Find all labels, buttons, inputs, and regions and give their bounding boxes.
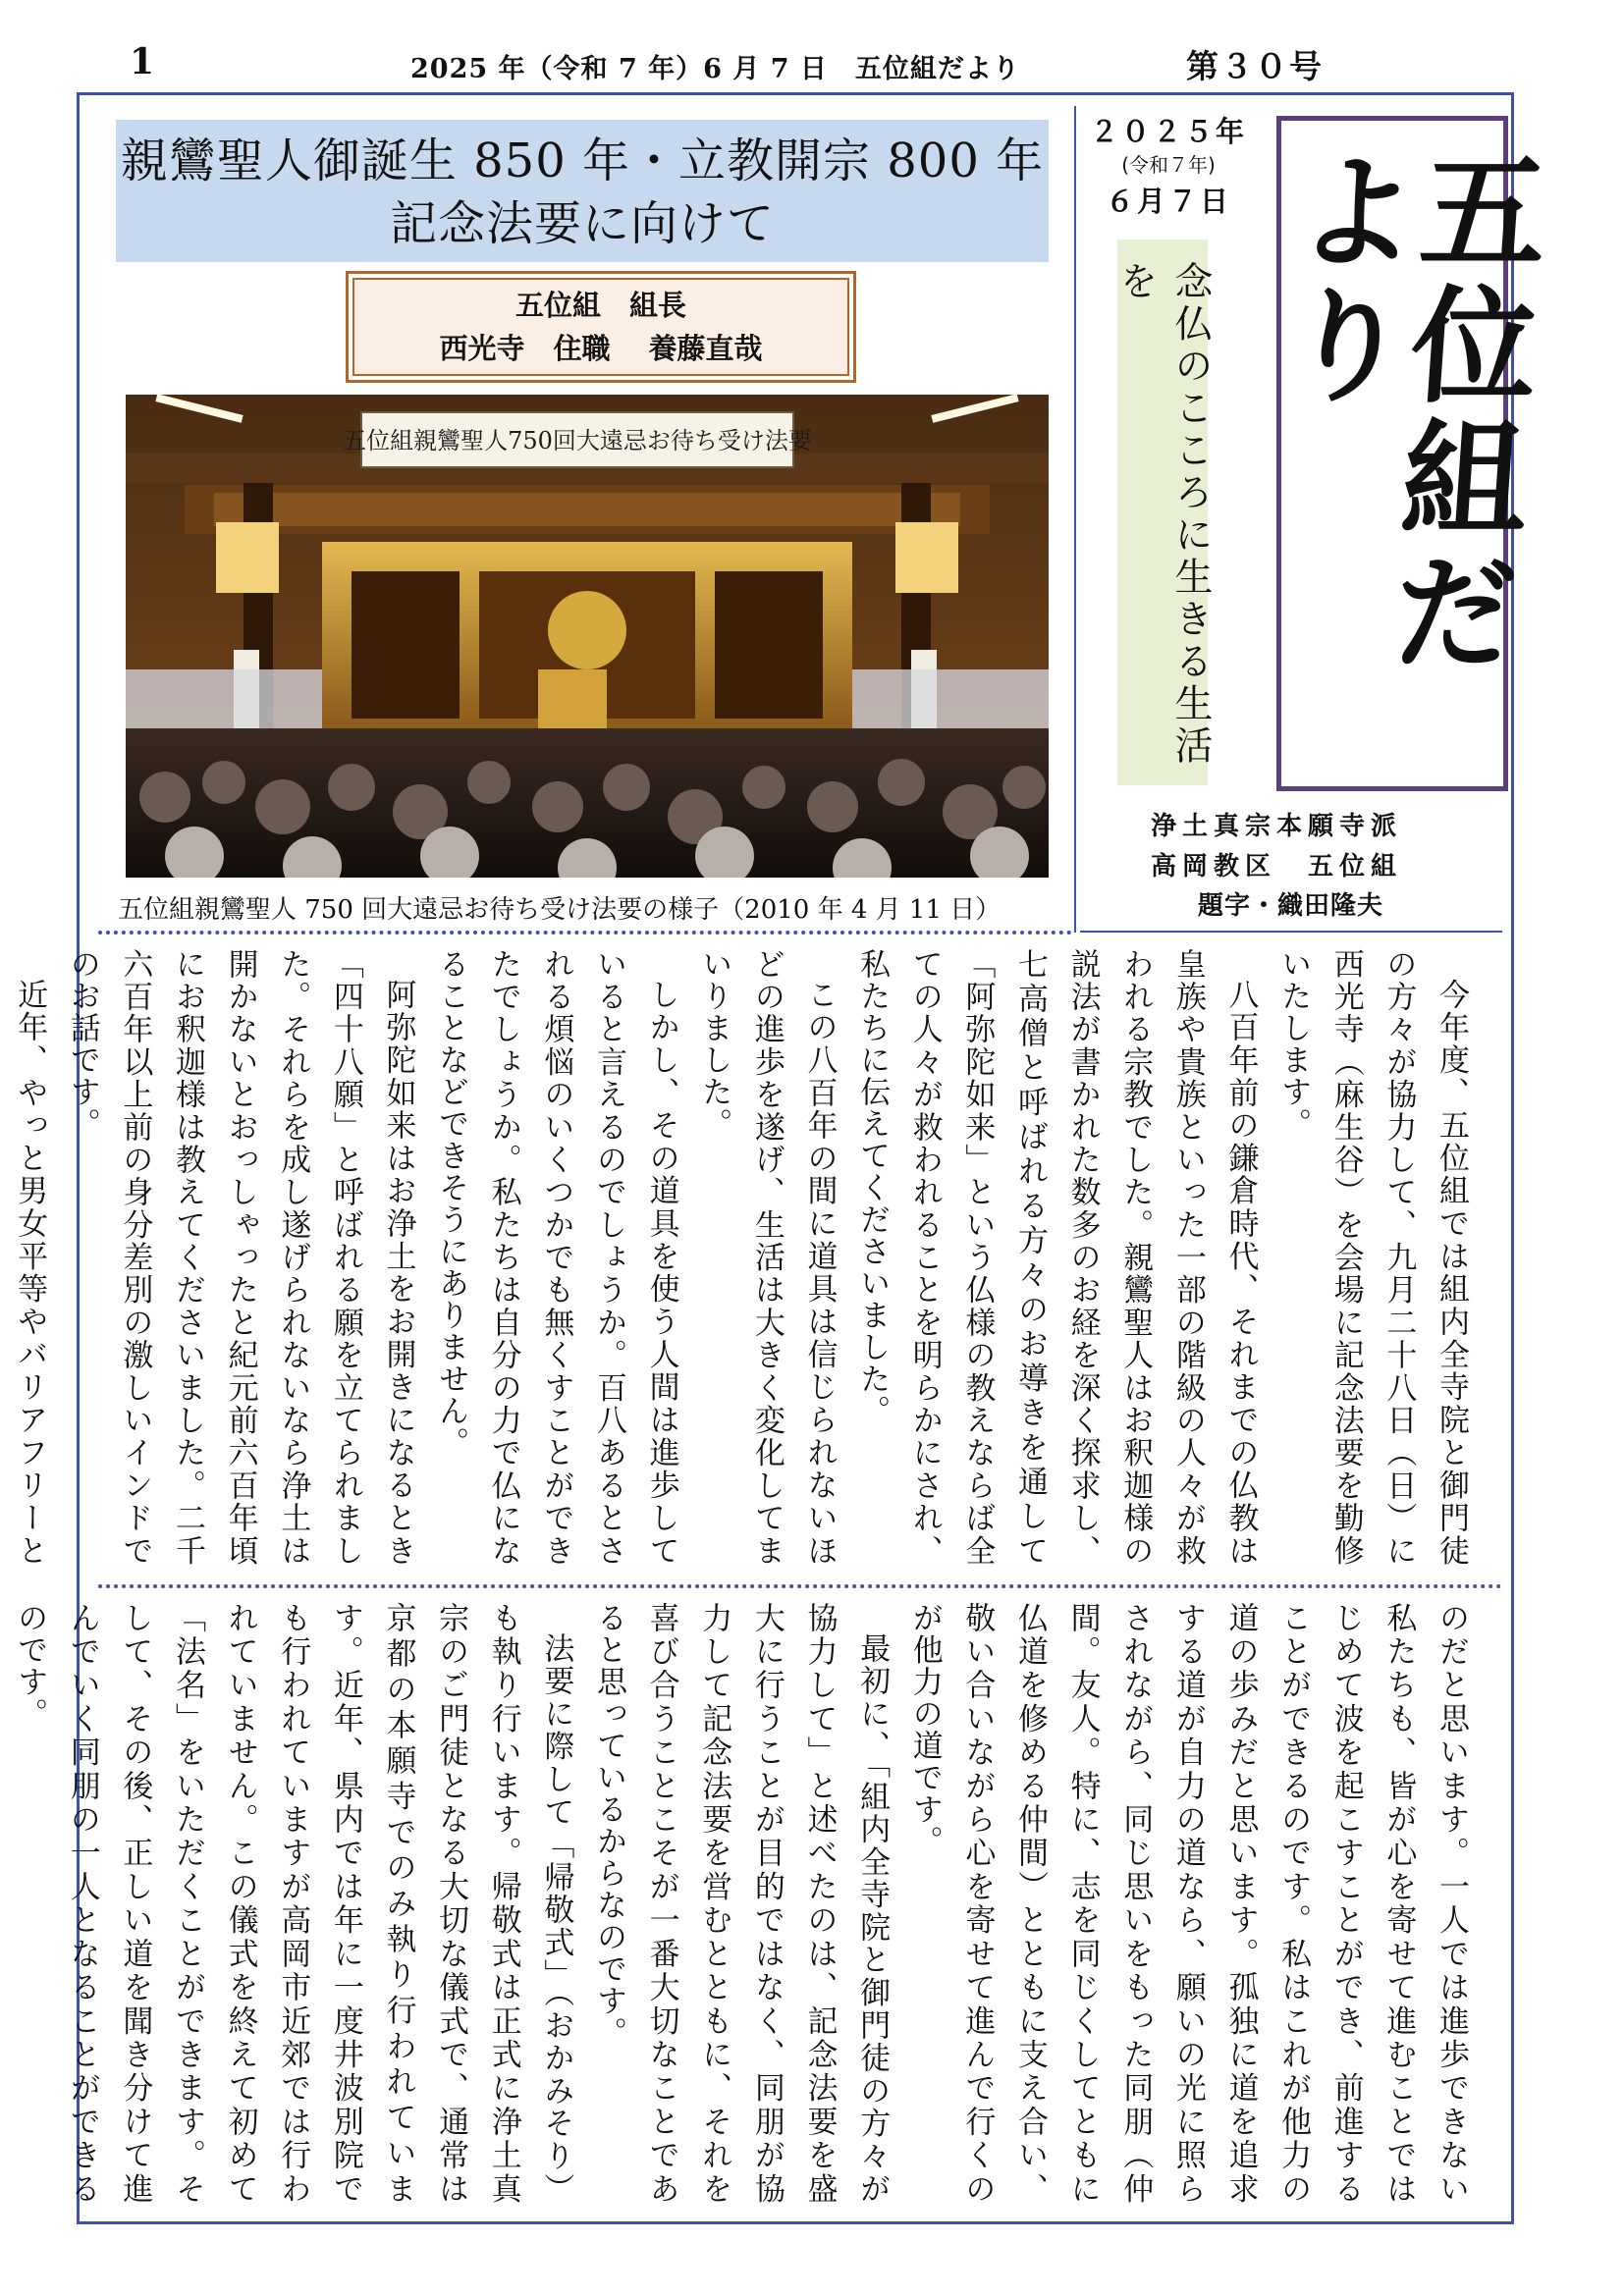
masthead-title: 五位組だより [1259, 146, 1551, 680]
issue-date-block [1080, 110, 1257, 220]
date-year: ２０２５年 [1089, 115, 1247, 148]
author-role: 五位組 組長 [514, 289, 686, 322]
column-divider [1074, 106, 1076, 933]
slogan-text: 念仏のこころに生きる生活を [1113, 261, 1213, 768]
divider-top [98, 931, 1072, 934]
publisher-line-1: 浄土真宗本願寺派 [1151, 812, 1403, 841]
article-body-bottom [12, 1602, 1477, 2205]
paragraph: 八百年前の鎌倉時代、それまでの仏教は皇族や貴族といった一部の階級の人々が救われる宗教でした。親鸞聖人はお釈迦様の説法が書かれた数多のお経を深く探求し、七高僧と呼ばれる方々のお導きを通して「阿弥陀如来」という仏様の教えならば全ての人々が救われることを明らかにされ、私たちに伝えてくださいました。 [854, 948, 1259, 1567]
issue-number: 第３０号 [1186, 47, 1324, 85]
calligrapher-credit: 題字・織田隆夫 [1198, 891, 1384, 921]
paragraph: この八百年の間に道具は信じられないほどの進歩を遂げ、生活は大きく変化してまいりました。 [696, 948, 838, 1567]
divider-right [1080, 931, 1502, 933]
publisher [1151, 807, 1485, 846]
headline-box [116, 120, 1049, 262]
slogan-box [1113, 240, 1213, 785]
header-date-title: 2025 年（令和 7 年）6 月 7 日 五位組だより [410, 54, 1020, 84]
paragraph: 法要に際して「帰敬式」（おかみそり）も執り行います。帰敬式は正式に浄土真宗のご門徒となる大切な儀式で、通常は京都の本願寺でのみ執り行われています。近年、県内では年に一度井波別院でも行われていますが高岡市近郊では行われていません。この儀式を終えて初めて「法名」をいただくことができます。そして、その後、正しい道を聞き分けて進んでいく同朋の一人となることができるのです。 [12, 1602, 574, 2205]
paragraph: 阿弥陀如来はお浄土をお開きになるとき「四十八願」と呼ばれる願を立てられました。それらを成し遂げられないなら浄土は開かないとおっしゃったと紀元前六百年頃にお釈迦様は教えてくださいました。二千六百年以上前の身分差別の激しいインドでのお話です。 [64, 948, 416, 1567]
author-inner [352, 278, 849, 376]
author-name: 西光寺 住職 養藤直哉 [439, 332, 763, 365]
paragraph [0, 1602, 3, 2205]
article-body-top [12, 948, 1477, 1567]
ceremony-photo-drawing [126, 395, 1049, 878]
photo-caption: 五位組親鸞聖人 750 回大遠忌お待ち受け法要の様子（2010 年 4 月 11 日） [118, 895, 1001, 925]
paragraph: 近年、やっと男女平等やバリアフリーと [12, 979, 48, 1567]
date-era: (令和７年) [1121, 153, 1216, 177]
headline-line-2: 記念法要に向けて [389, 196, 775, 251]
ceremony-photo [126, 395, 1049, 878]
paragraph: しかし、その道具を使う人間は進歩していると言えるのでしょうか。百八あるとされる煩悩のいくつかでも無くすことができたでしょうか。私たちは自分の力で仏になることなどできそうにありません。 [433, 948, 679, 1567]
date-day: ６月７日 [1105, 185, 1231, 218]
paragraph: のだと思います。一人では進歩できない私たちも、皆が心を寄せて進むことではじめて波を起こすことができ、前進することができるのです。私はこれが他力の道の歩みだと思います。孤独に道を追求する道が自力の道なら、願いの光に照らされながら、同じ思いをもった同朋（仲間。友人。特に、志を同じくしてともに仏道を修める仲間）とともに支え合い、敬い合いながら心を寄せて進んで行くのが他力の道です。 [906, 1602, 1469, 2205]
page-number: 1 [130, 41, 155, 82]
headline-line-1: 親鸞聖人御誕生 850 年・立教開宗 800 年 [120, 133, 1045, 188]
masthead-title-box [1259, 116, 1551, 791]
divider-middle [98, 1584, 1502, 1588]
paragraph: 最初に、「組内全寺院と御門徒の方々が協力して」と述べたのは、記念法要を盛大に行うことが目的ではなく、同朋が協力して記念法要を営むとともに、それを喜び合うことこそが一番大切なことであると思っているからなのです。 [591, 1602, 891, 2205]
author-box [346, 271, 856, 383]
paragraph: 今年度、五位組では組内全寺院と御門徒の方々が協力して、九月二十八日（日）に西光寺（麻生谷）を会場に記念法要を勤修いたします。 [1275, 948, 1469, 1567]
publisher-line-2: 高岡教区 五位組 [1151, 852, 1403, 881]
photo-banner-text: 五位組親鸞聖人750回大遠忌お待ち受け法要 [343, 427, 812, 454]
